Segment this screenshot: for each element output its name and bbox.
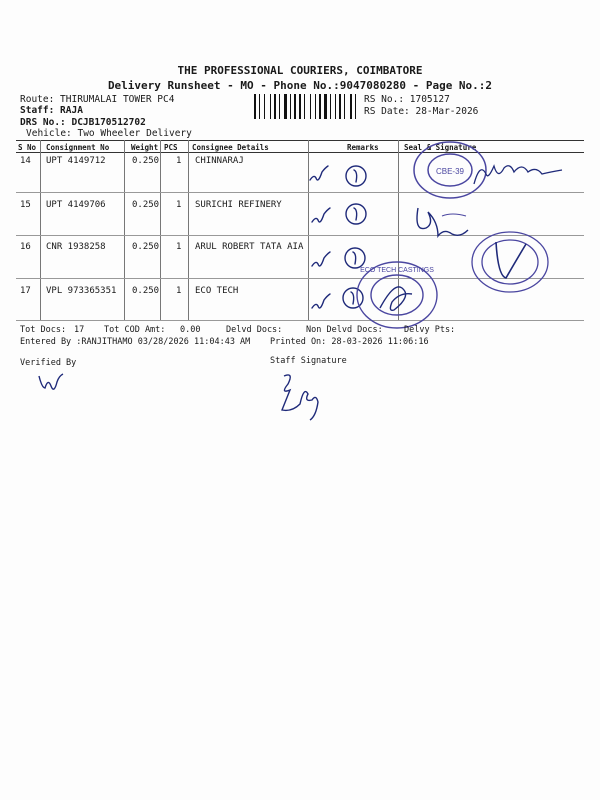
rs-number: RS No.: 1705127 — [364, 94, 450, 105]
row-consignee: ECO TECH — [195, 286, 239, 296]
tick-mark — [312, 294, 330, 308]
delivery-points-label: Delvy Pts: — [404, 325, 456, 335]
total-cod-value: 0.00 — [180, 325, 201, 335]
row-weight: 0.250 — [132, 200, 160, 210]
printed-on: Printed On: 28-03-2026 11:06:16 — [270, 337, 429, 347]
row-consignment: UPT 4149706 — [46, 200, 106, 210]
col-header-sno: S No — [18, 143, 37, 152]
drs-number: DRS No.: DCJB170512702 — [20, 117, 146, 128]
row-weight: 0.250 — [132, 242, 160, 252]
eco-tech-seal-stamp — [352, 258, 442, 332]
stamp-company-name: ECO TECH CASTINGS — [360, 267, 434, 274]
company-title: THE PROFESSIONAL COURIERS, COIMBATORE — [177, 64, 423, 77]
row-consignee: SURICHI REFINERY — [195, 200, 282, 210]
total-cod-label: Tot COD Amt: — [104, 325, 166, 335]
row-sno: 16 — [20, 242, 31, 252]
row-weight: 0.250 — [132, 286, 160, 296]
signature-scribble — [470, 160, 570, 190]
row-pcs: 1 — [176, 200, 182, 210]
column-divider — [160, 140, 161, 320]
col-header-pcs: PCS — [164, 143, 178, 152]
total-docs-value: 17 — [74, 325, 85, 335]
tick-mark — [310, 166, 328, 180]
row-consignee: CHINNARAJ — [195, 156, 244, 166]
row-sno: 14 — [20, 156, 31, 166]
row-consignment: CNR 1938258 — [46, 242, 106, 252]
column-divider — [124, 140, 125, 320]
col-header-consignment: Consignment No — [46, 143, 110, 152]
col-header-seal: Seal & Signature — [404, 143, 477, 152]
table-bottom-rule — [16, 320, 584, 321]
table-top-rule — [16, 140, 584, 141]
stamp-code: CBE-39 — [435, 167, 465, 176]
verifier-signature — [36, 372, 66, 392]
vehicle-label: Vehicle: Two Wheeler Delivery — [26, 128, 192, 139]
total-docs-label: Tot Docs: — [20, 325, 67, 335]
staff-signature-label: Staff Signature — [270, 356, 347, 366]
row-sno: 17 — [20, 286, 31, 296]
column-divider — [188, 140, 189, 320]
col-header-weight: Weight — [131, 143, 159, 152]
company-seal-stamp — [468, 228, 552, 296]
row-sno: 15 — [20, 200, 31, 210]
row-weight: 0.250 — [132, 156, 160, 166]
non-delivered-docs-label: Non Delvd Docs: — [306, 325, 383, 335]
column-divider — [40, 140, 41, 320]
verified-by-label: Verified By — [20, 358, 77, 368]
runsheet-subtitle: Delivery Runsheet - MO - Phone No.:9047080280 - Page No.:2 — [107, 79, 493, 92]
row-consignment: VPL 973365351 — [46, 286, 117, 296]
col-header-consignee: Consignee Details — [192, 143, 269, 152]
tick-mark — [312, 252, 330, 266]
table-header-rule — [16, 152, 584, 153]
tick-mark — [312, 208, 330, 222]
rs-date: RS Date: 28-Mar-2026 — [364, 106, 479, 117]
delivered-docs-label: Delvd Docs: — [226, 325, 283, 335]
row-pcs: 1 — [176, 156, 182, 166]
row-pcs: 1 — [176, 286, 182, 296]
row-pcs: 1 — [176, 242, 182, 252]
entered-by: Entered By :RANJITHAMO 03/28/2026 11:04:43 AM — [20, 337, 251, 347]
route-label: Route: THIRUMALAI TOWER PC4 — [20, 94, 175, 105]
staff-signature-scribble — [276, 368, 336, 414]
row-consignee: ARUL ROBERT TATA AIA — [195, 242, 304, 252]
col-header-remarks: Remarks — [347, 143, 379, 152]
barcode — [254, 94, 360, 119]
staff-label: Staff: RAJA — [20, 105, 83, 116]
row-consignment: UPT 4149712 — [46, 156, 106, 166]
